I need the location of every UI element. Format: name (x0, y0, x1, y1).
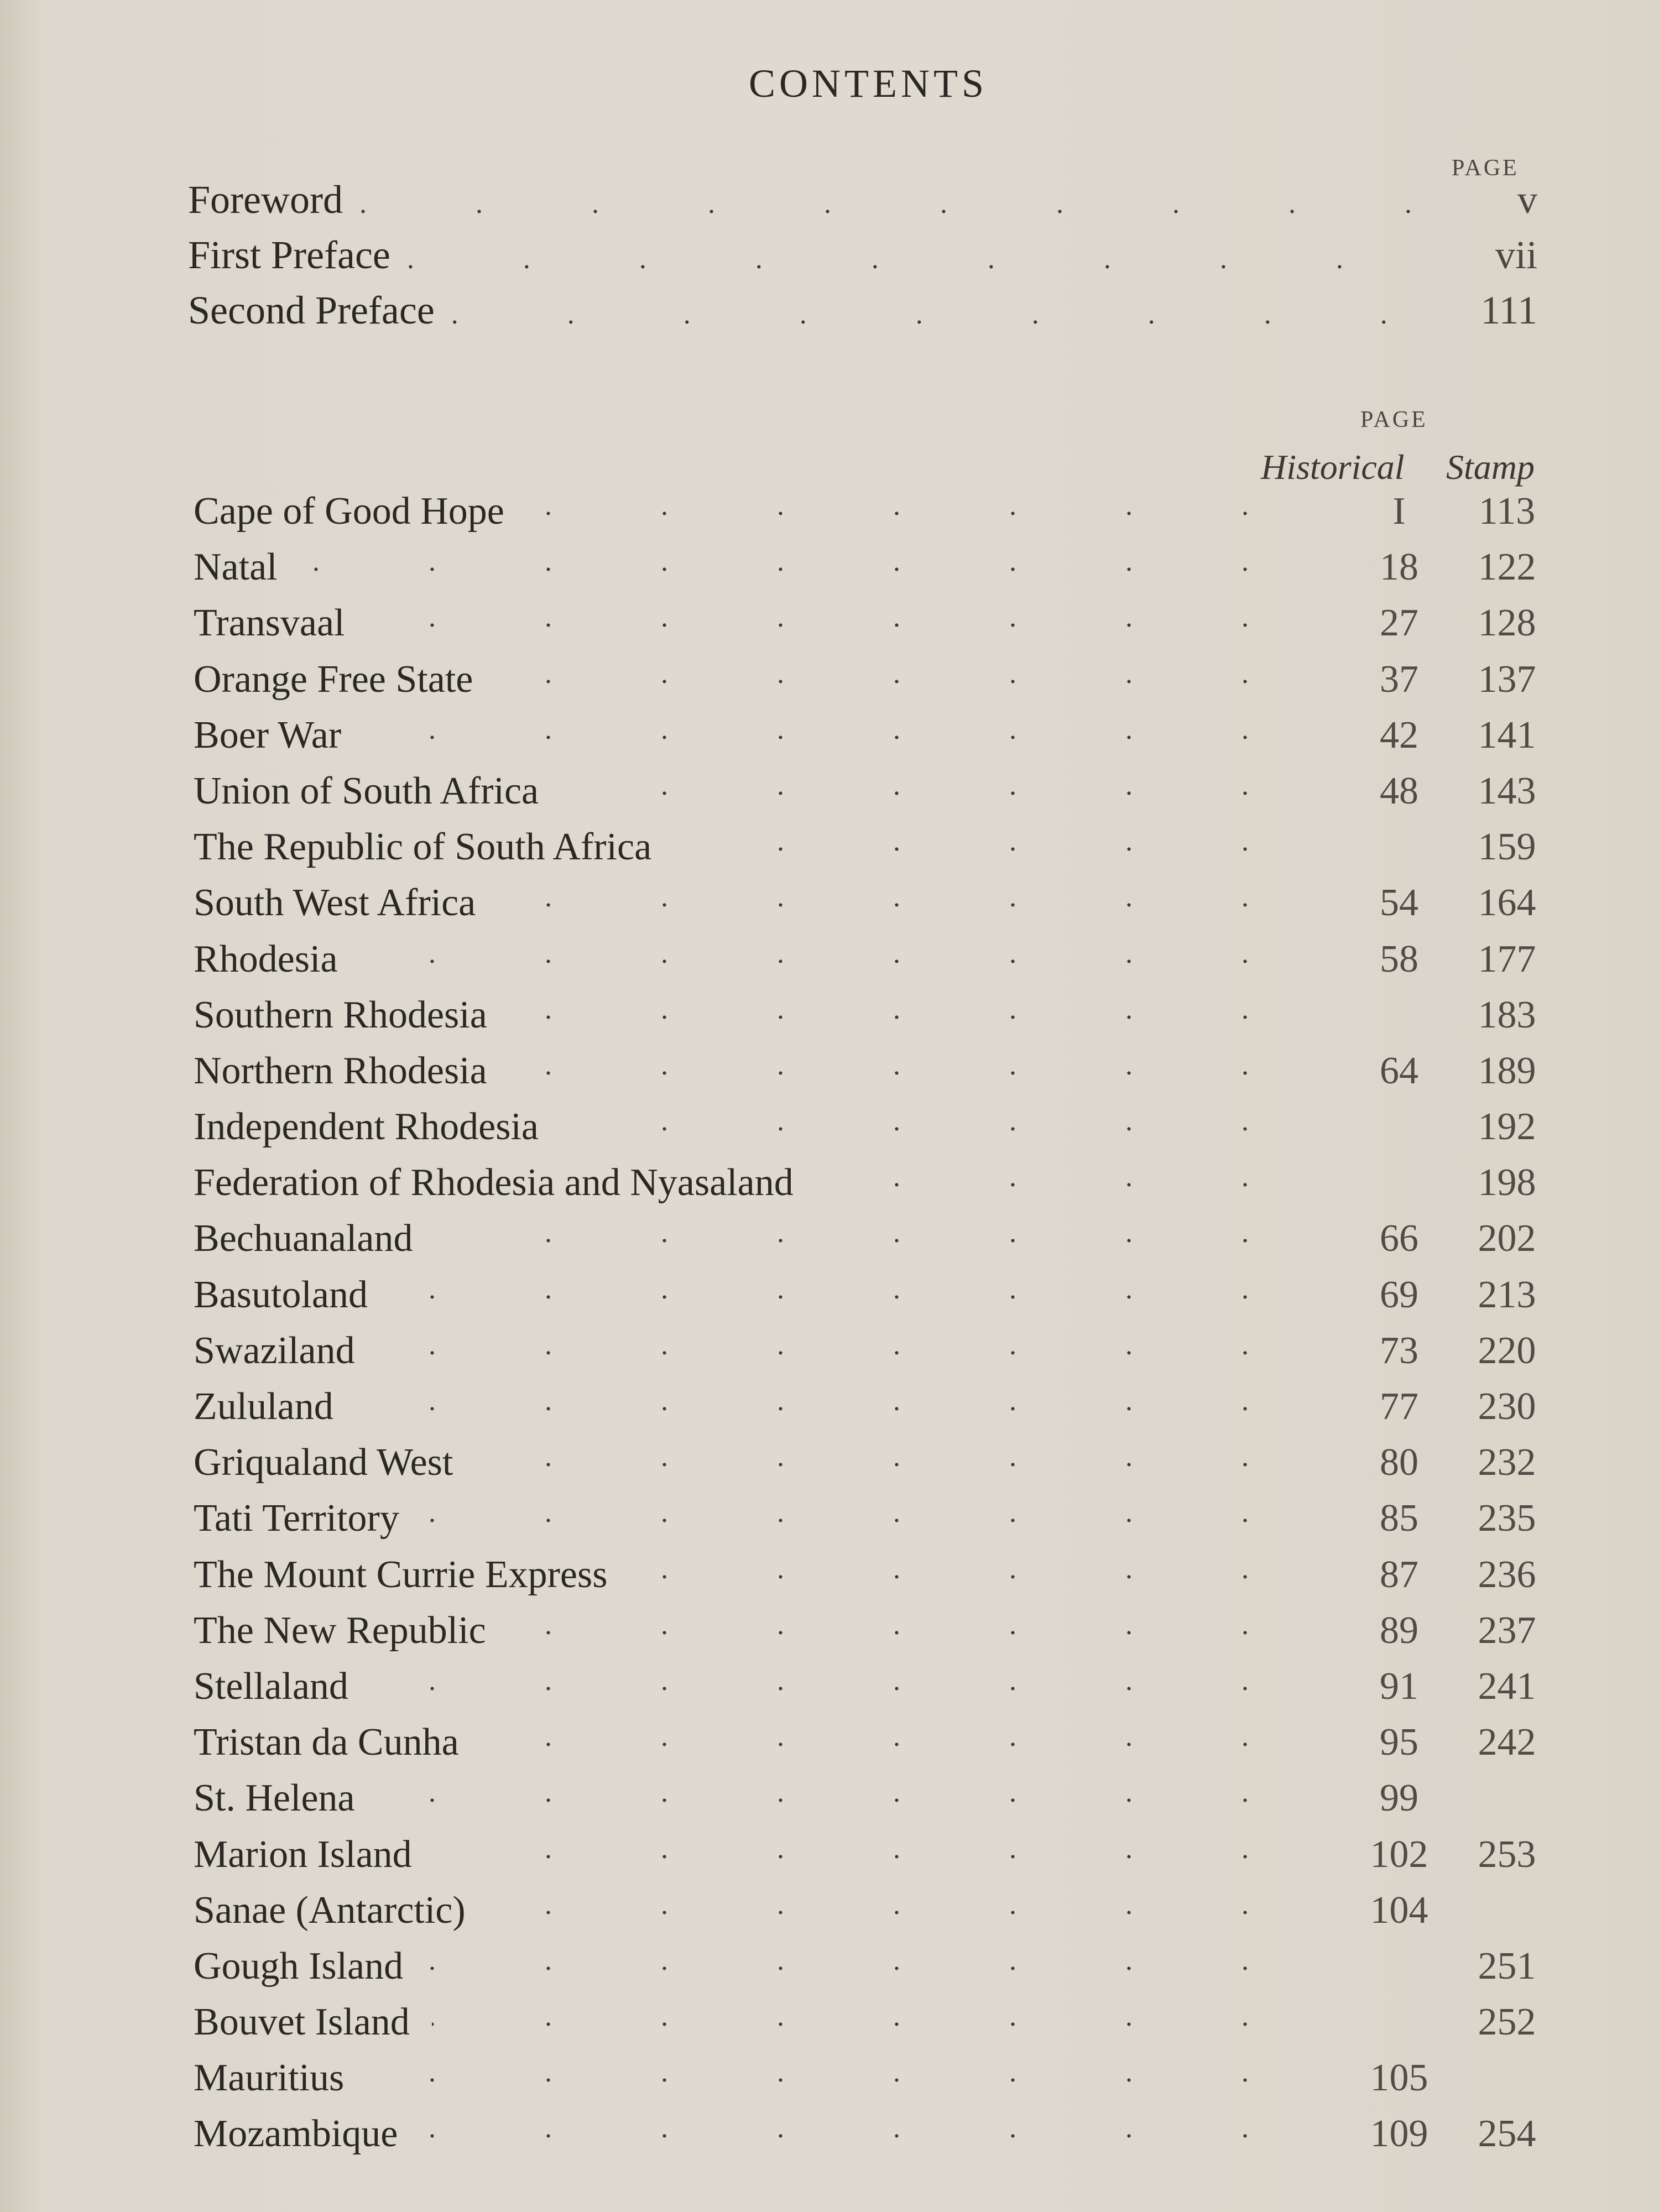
dot-leader (629, 1553, 1300, 1585)
historical-page: 69 (1380, 1273, 1418, 1316)
entries-page-header: PAGE (1360, 407, 1428, 432)
toc-entry (194, 713, 1548, 769)
front-matter-page: v (1517, 178, 1537, 222)
dot-leader (359, 187, 1410, 220)
toc-entry (194, 2000, 1548, 2056)
toc-entry (194, 489, 1548, 545)
entry-title: Rhodesia (194, 937, 338, 980)
toc-entry (194, 881, 1548, 937)
entry-title: Bouvet Island (194, 2001, 410, 2044)
stamp-page: 164 (1478, 881, 1536, 925)
dot-leader (366, 2056, 1300, 2089)
entry-title: South West Africa (194, 881, 476, 925)
stamp-page: 242 (1478, 1721, 1536, 1764)
dot-leader (674, 825, 1300, 858)
historical-page: 91 (1380, 1665, 1418, 1708)
stamp-page: 241 (1478, 1665, 1536, 1708)
contents-title: CONTENTS (749, 61, 988, 106)
dot-leader (526, 489, 1300, 522)
entry-title: Bechuanaland (194, 1217, 413, 1260)
dot-leader (432, 2000, 1300, 2033)
dot-leader (475, 1441, 1300, 1473)
historical-page: 58 (1380, 937, 1418, 980)
stamp-page: 183 (1478, 993, 1536, 1036)
historical-page: 73 (1380, 1329, 1418, 1372)
entry-title: Independent Rhodesia (194, 1105, 539, 1149)
toc-entry (194, 1385, 1548, 1441)
stamp-page: 253 (1478, 1833, 1536, 1876)
historical-page: 66 (1380, 1217, 1418, 1260)
entry-title: Federation of Rhodesia and Nyasaland (194, 1161, 794, 1204)
toc-entry (194, 1273, 1548, 1329)
front-matter-item (188, 288, 1537, 343)
dot-leader (300, 545, 1300, 578)
historical-page: 85 (1380, 1497, 1418, 1540)
historical-page: 104 (1370, 1888, 1428, 1932)
stamp-page: 213 (1478, 1273, 1536, 1316)
front-matter-label: Foreword (188, 178, 343, 222)
dot-leader (561, 1105, 1300, 1138)
entry-title: Southern Rhodesia (194, 993, 487, 1036)
toc-entry (194, 1161, 1548, 1217)
toc-entry (194, 993, 1548, 1049)
dot-leader (360, 937, 1300, 970)
stamp-page: 189 (1478, 1049, 1536, 1092)
entry-title: The Republic of South Africa (194, 826, 652, 869)
toc-entry (194, 1049, 1548, 1105)
entry-title: Griqualand West (194, 1441, 453, 1484)
stamp-page: 230 (1478, 1385, 1536, 1428)
historical-page: 95 (1380, 1721, 1418, 1764)
stamp-page: 192 (1478, 1105, 1536, 1149)
historical-page: 80 (1380, 1441, 1418, 1484)
front-matter-item (188, 177, 1537, 232)
dot-leader (371, 1665, 1300, 1697)
entry-title: Union of South Africa (194, 769, 539, 812)
dot-leader (509, 1049, 1300, 1082)
entry-title: Natal (194, 546, 278, 589)
toc-entry (194, 1609, 1548, 1665)
dot-leader (481, 1720, 1300, 1753)
toc-entry (194, 1776, 1548, 1832)
entry-title: Orange Free State (194, 658, 473, 701)
toc-entry (194, 1441, 1548, 1496)
entry-title: Sanae (Antarctic) (194, 1888, 466, 1932)
stamp-page: 198 (1478, 1161, 1536, 1204)
stamp-page: 252 (1478, 2001, 1536, 2044)
toc-entry (194, 2056, 1548, 2112)
front-matter-page: vii (1495, 233, 1537, 277)
toc-entry (194, 1105, 1548, 1161)
stamp-page: 137 (1478, 658, 1536, 701)
front-matter-page: 111 (1480, 288, 1537, 332)
contents-list (194, 489, 1548, 2168)
historical-page: I (1392, 490, 1406, 533)
historical-page: 37 (1380, 658, 1418, 701)
entry-title: Northern Rhodesia (194, 1049, 487, 1092)
historical-page: 99 (1380, 1777, 1418, 1820)
stamp-page: 220 (1478, 1329, 1536, 1372)
dot-leader (495, 658, 1300, 690)
stamp-page: 122 (1478, 546, 1536, 589)
entry-title: Swaziland (194, 1329, 355, 1372)
toc-entry (194, 937, 1548, 993)
dot-leader (561, 769, 1300, 802)
toc-entry (194, 1720, 1548, 1776)
toc-entry (194, 769, 1548, 825)
stamp-page: 141 (1478, 713, 1536, 757)
entry-title: Tati Territory (194, 1497, 399, 1540)
historical-page: 64 (1380, 1049, 1418, 1092)
entry-title: Transvaal (194, 602, 345, 645)
stamp-page: 237 (1478, 1609, 1536, 1652)
front-matter-label: Second Preface (188, 288, 435, 332)
stamp-page: 202 (1478, 1217, 1536, 1260)
entry-title: Cape of Good Hope (194, 490, 504, 533)
stamp-page: 128 (1478, 602, 1536, 645)
stamp-column-header: Stamp (1446, 447, 1535, 487)
historical-page: 77 (1380, 1385, 1418, 1428)
front-matter-item (188, 232, 1537, 288)
stamp-page: 254 (1478, 2112, 1536, 2156)
dot-leader (816, 1161, 1300, 1193)
entry-title: Stellaland (194, 1665, 348, 1708)
historical-page: 102 (1370, 1833, 1428, 1876)
front-matter-label: First Preface (188, 233, 390, 277)
historical-page: 48 (1380, 769, 1418, 812)
historical-page: 27 (1380, 602, 1418, 645)
toc-entry (194, 658, 1548, 713)
entry-title: Mozambique (194, 2112, 398, 2156)
historical-page: 87 (1380, 1553, 1418, 1596)
toc-entry (194, 1944, 1548, 2000)
stamp-page: 232 (1478, 1441, 1536, 1484)
historical-page: 54 (1380, 881, 1418, 925)
entry-title: Boer War (194, 713, 342, 757)
toc-entry (194, 1833, 1548, 1888)
dot-leader (508, 1609, 1300, 1641)
dot-leader (421, 1496, 1300, 1529)
entry-title: Tristan da Cunha (194, 1721, 459, 1764)
toc-entry (194, 1496, 1548, 1552)
entry-title: Basutoland (194, 1273, 368, 1316)
dot-leader (435, 1217, 1300, 1249)
dot-leader (367, 601, 1300, 634)
dot-leader (488, 1888, 1300, 1921)
toc-entry (194, 601, 1548, 657)
toc-entry (194, 2112, 1548, 2168)
toc-entry (194, 825, 1548, 881)
toc-entry (194, 1665, 1548, 1720)
historical-page: 42 (1380, 713, 1418, 757)
dot-leader (377, 1776, 1300, 1809)
toc-entry (194, 1553, 1548, 1609)
dot-leader (420, 2112, 1300, 2145)
entry-title: Marion Island (194, 1833, 412, 1876)
stamp-page: 113 (1478, 490, 1536, 533)
entry-title: Mauritius (194, 2057, 345, 2100)
historical-page: 109 (1370, 2112, 1428, 2156)
front-matter-page-header: PAGE (1452, 155, 1519, 181)
entry-title: Gough Island (194, 1944, 404, 1987)
entry-title: Zululand (194, 1385, 333, 1428)
dot-leader (356, 1385, 1300, 1417)
toc-entry (194, 1888, 1548, 1944)
dot-leader (390, 1273, 1300, 1306)
stamp-page: 177 (1478, 937, 1536, 980)
toc-entry (194, 545, 1548, 601)
stamp-page: 143 (1478, 769, 1536, 812)
historical-page: 89 (1380, 1609, 1418, 1652)
historical-page: 18 (1380, 546, 1418, 589)
dot-leader (425, 1944, 1300, 1977)
dot-leader (377, 1329, 1300, 1361)
dot-leader (407, 243, 1410, 275)
historical-page: 105 (1370, 2057, 1428, 2100)
stamp-page: 235 (1478, 1497, 1536, 1540)
dot-leader (498, 881, 1300, 914)
stamp-page: 159 (1478, 826, 1536, 869)
dot-leader (509, 993, 1300, 1026)
toc-entry (194, 1329, 1548, 1385)
dot-leader (434, 1833, 1300, 1865)
dot-leader (363, 713, 1300, 746)
stamp-page: 236 (1478, 1553, 1536, 1596)
entry-title: The New Republic (194, 1609, 486, 1652)
toc-entry (194, 1217, 1548, 1272)
entry-title: The Mount Currie Express (194, 1553, 608, 1596)
historical-column-header: Historical (1261, 447, 1405, 487)
stamp-page: 251 (1478, 1944, 1536, 1987)
entry-title: St. Helena (194, 1777, 355, 1820)
front-matter-list (188, 177, 1537, 343)
dot-leader (451, 298, 1410, 331)
